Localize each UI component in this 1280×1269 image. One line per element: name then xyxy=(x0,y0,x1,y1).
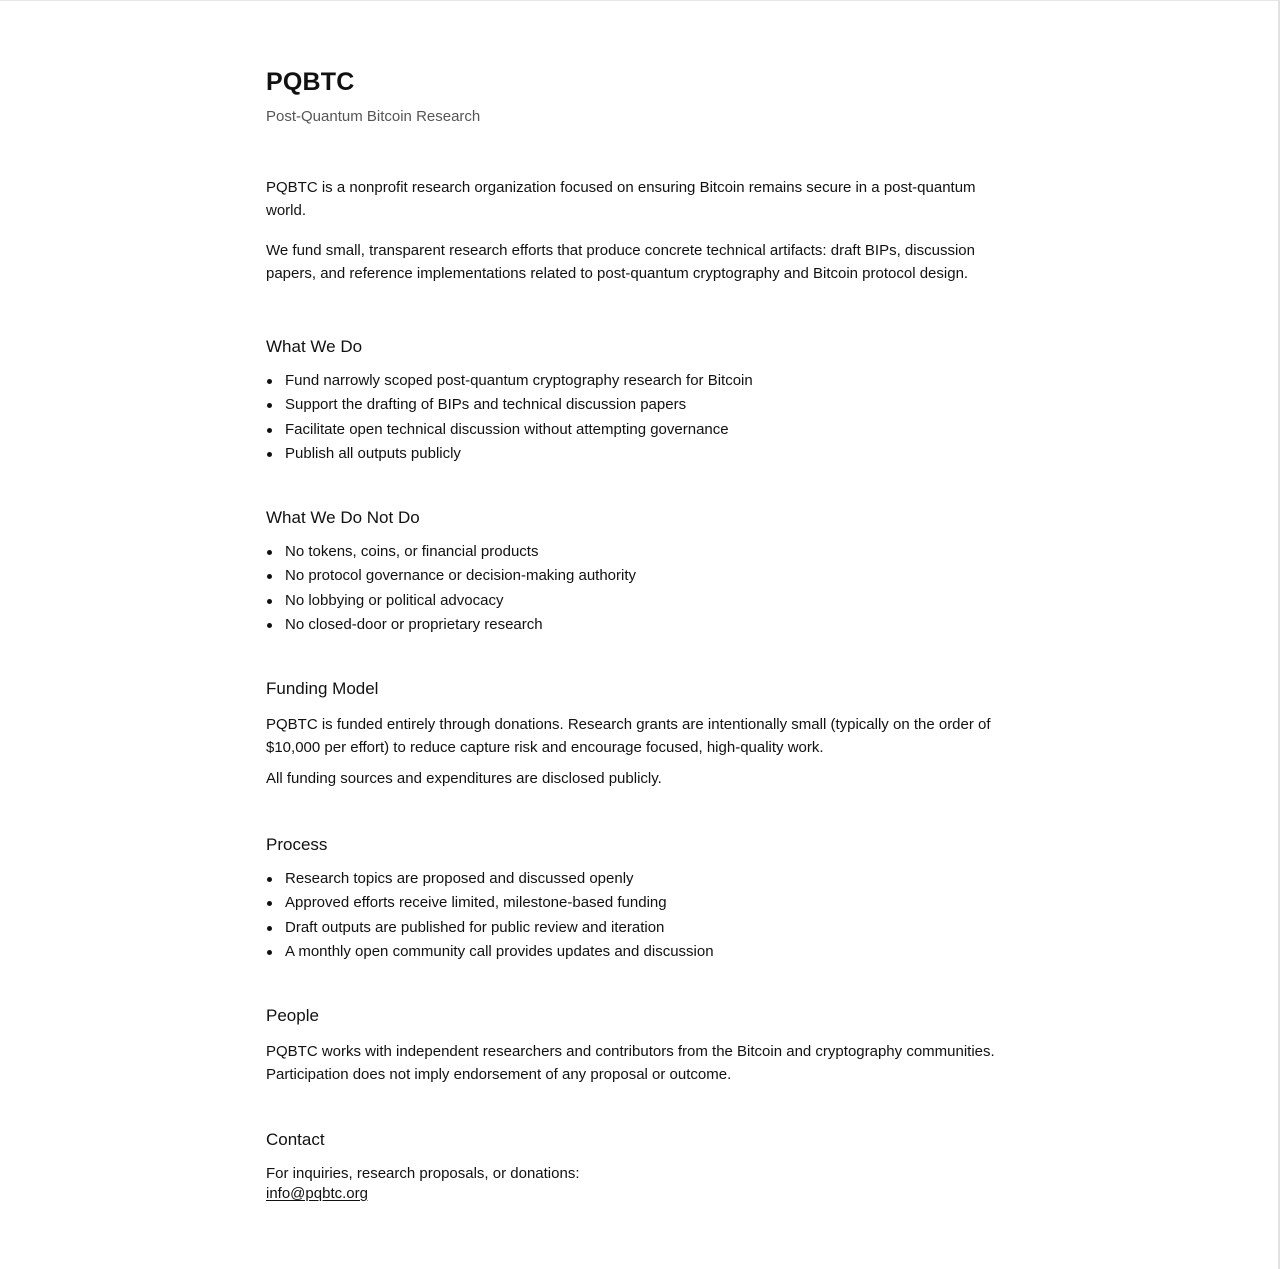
list-item: No closed-door or proprietary research xyxy=(266,613,1006,637)
people-paragraph: PQBTC works with independent researchers and contributors from the Bitcoin and cryptography communities. Participation does not imply endorsement of any proposal or outcome. xyxy=(266,1043,995,1083)
contact-text: For inquiries, research proposals, or donations: xyxy=(266,1165,580,1182)
section-funding-model xyxy=(266,678,1006,790)
site-title: PQBTC xyxy=(266,68,355,96)
list-item: Support the drafting of BIPs and technical discussion papers xyxy=(266,393,1006,417)
what-we-do-not-do-list xyxy=(266,540,1006,638)
section-heading: Contact xyxy=(266,1130,325,1149)
list-item: Draft outputs are published for public review and iteration xyxy=(266,916,1006,940)
list-item: Facilitate open technical discussion without attempting governance xyxy=(266,418,1006,442)
contact-email-link[interactable]: info@pqbtc.org xyxy=(266,1185,368,1202)
intro-text: We fund small, transparent research efforts that produce concrete technical artifacts: draft BIPs, discussion papers, and reference implementations related to post-quantum cryptography and Bitcoin protocol design. xyxy=(266,242,975,282)
section-heading: Process xyxy=(266,835,328,854)
intro-paragraph-2 xyxy=(266,239,1006,285)
section-what-we-do xyxy=(266,336,1006,467)
section-heading: People xyxy=(266,1006,319,1025)
site-subtitle: Post-Quantum Bitcoin Research xyxy=(266,108,481,125)
list-item: Fund narrowly scoped post-quantum cryptography research for Bitcoin xyxy=(266,369,1006,393)
list-item: No tokens, coins, or financial products xyxy=(266,540,1006,564)
section-what-we-do-not-do xyxy=(266,507,1006,638)
intro-paragraph-1 xyxy=(266,176,1006,222)
section-people xyxy=(266,1005,1006,1086)
section-heading: What We Do Not Do xyxy=(266,508,420,527)
section-process xyxy=(266,834,1006,965)
list-item: Research topics are proposed and discussed openly xyxy=(266,867,1006,891)
list-item: A monthly open community call provides updates and discussion xyxy=(266,940,1006,964)
funding-paragraph: PQBTC is funded entirely through donations. Research grants are intentionally small (typically on the order of $10,000 per effort) to reduce capture risk and encourage focused, high-quality work. xyxy=(266,716,991,756)
list-item: No lobbying or political advocacy xyxy=(266,589,1006,613)
list-item: Publish all outputs publicly xyxy=(266,442,1006,466)
section-contact xyxy=(266,1129,1006,1204)
section-heading: What We Do xyxy=(266,337,363,356)
process-list xyxy=(266,867,1006,965)
list-item: No protocol governance or decision-making authority xyxy=(266,564,1006,588)
what-we-do-list xyxy=(266,369,1006,467)
funding-paragraph: All funding sources and expenditures are disclosed publicly. xyxy=(266,770,662,787)
section-heading: Funding Model xyxy=(266,679,379,698)
list-item: Approved efforts receive limited, milestone-based funding xyxy=(266,891,1006,915)
intro-text: PQBTC is a nonprofit research organization focused on ensuring Bitcoin remains secure in a post-quantum world. xyxy=(266,179,976,219)
